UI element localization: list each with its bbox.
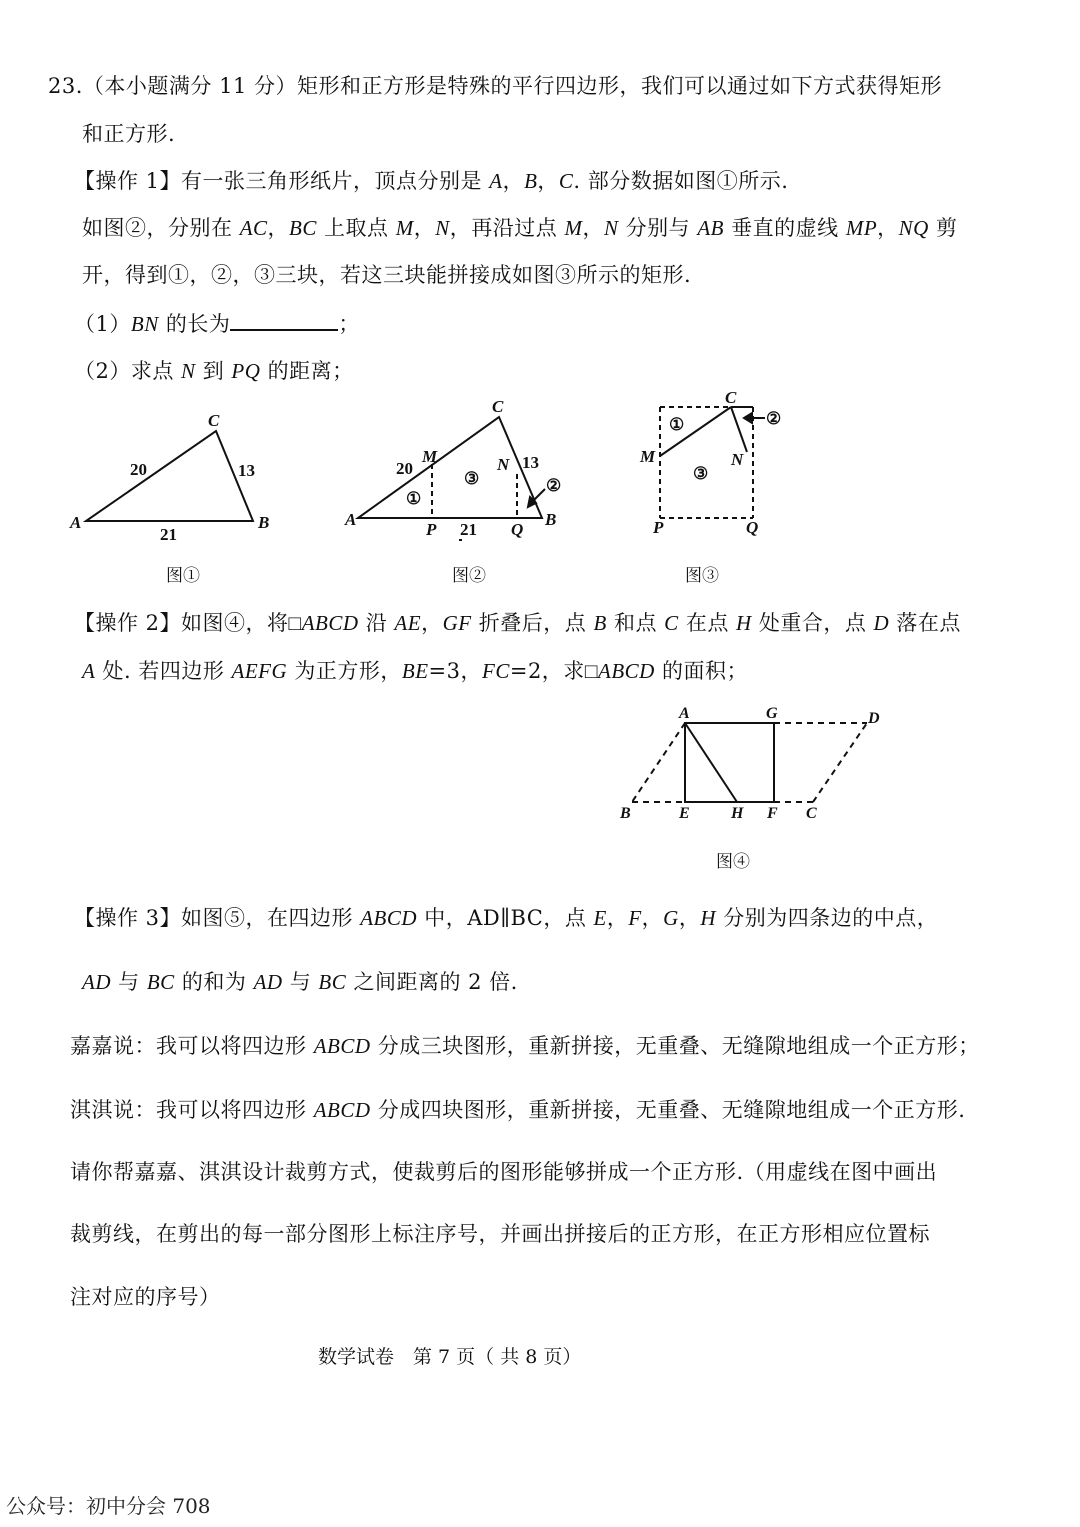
text: 的和为 <box>174 970 254 994</box>
seg-ah <box>685 723 737 802</box>
var: AB <box>697 216 724 240</box>
var: C <box>664 611 679 635</box>
var: N <box>435 216 450 240</box>
var: D <box>873 611 890 635</box>
length-nb: 13 <box>522 453 539 472</box>
text: 与 <box>111 970 147 994</box>
region-1-label: ① <box>406 489 422 508</box>
text: . 部分数据如图①所示. <box>573 169 789 193</box>
var: ABCD <box>360 906 418 930</box>
var: A <box>489 169 503 193</box>
var: □ABCD <box>288 611 359 635</box>
vertex-a: A <box>345 510 357 529</box>
point-p: P <box>653 518 664 537</box>
var: NQ <box>898 216 929 240</box>
point-b: B <box>620 805 631 822</box>
var: A <box>82 659 96 683</box>
text: 处重合，点 <box>751 611 874 635</box>
point-p: P <box>426 520 437 539</box>
length-pq: 21 <box>460 520 477 539</box>
request-line1: 请你帮嘉嘉、淇淇设计裁剪方式，使裁剪后的图形能够拼成一个正方形.（用虚线在图中画出 <box>70 1160 938 1184</box>
request-line3: 注对应的序号） <box>70 1285 221 1309</box>
point-n: N <box>497 455 510 474</box>
op3-line2 <box>82 966 518 996</box>
text: 分成三块图形，重新拼接，无重叠、无缝隙地组成一个正方形； <box>370 1034 980 1058</box>
request-line2: 裁剪线，在剪出的每一部分图形上标注序号，并画出拼接后的正方形，在正方形相应位置标 <box>70 1222 930 1246</box>
var: H <box>700 906 717 930</box>
op2-tag: 【操作 2】 <box>74 611 182 635</box>
var: AD <box>253 970 283 994</box>
text: 之间距离的 2 倍. <box>346 970 518 994</box>
point-m: M <box>640 447 656 466</box>
text: （2）求点 <box>74 359 182 383</box>
text: 有一张三角形纸片，顶点分别是 <box>181 169 490 193</box>
vertex-c: C <box>492 397 504 416</box>
region-2-label: ② <box>766 409 782 428</box>
text: 沿 <box>358 611 395 635</box>
text: 在点 <box>678 611 736 635</box>
op1-line1: 【操作 1】有一张三角形纸片，顶点分别是 A，B，C. 部分数据如图①所示. <box>74 169 789 193</box>
text: 与 <box>282 970 319 994</box>
var: FC <box>482 659 510 683</box>
caption-fig1: 图① <box>166 566 200 586</box>
point-q: Q <box>511 520 524 539</box>
op3-tag: 【操作 3】 <box>74 906 182 930</box>
point-e: E <box>679 805 690 822</box>
text: 折叠后，点 <box>471 611 594 635</box>
var: BC <box>318 970 347 994</box>
text: 和点 <box>606 611 665 635</box>
text: 分别为四条边的中点， <box>716 906 939 930</box>
text: 上取点 <box>316 216 396 240</box>
var: E <box>593 906 607 930</box>
var: BC <box>146 970 175 994</box>
var: H <box>736 611 752 635</box>
side-cd <box>813 723 867 802</box>
point-c: C <box>725 388 737 407</box>
var: B <box>593 611 607 635</box>
text: 剪 <box>928 216 958 240</box>
point-f: F <box>767 805 778 822</box>
point-h: H <box>731 805 744 822</box>
text: 为正方形， <box>287 659 402 683</box>
length-am: 20 <box>396 459 413 478</box>
var: AEFG <box>231 659 288 683</box>
op1-line2: 如图②，分别在 AC，BC 上取点 M，N，再沿过点 M，N 分别与 AB 垂直的虚线 MP，NQ 剪 <box>82 216 958 240</box>
vertex-c: C <box>208 411 220 430</box>
point-n: N <box>731 450 744 469</box>
text: 垂直的虚线 <box>723 216 846 240</box>
length-ac: 20 <box>130 460 147 479</box>
point-a: A <box>679 705 690 722</box>
point-g: G <box>766 705 778 722</box>
var: C <box>558 169 574 193</box>
qiqi-statement <box>70 1094 965 1124</box>
var: M <box>395 216 414 240</box>
vertex-b: B <box>258 513 270 532</box>
question-intro-cont: 和正方形. <box>82 122 176 146</box>
op3-line1: 【操作 3】如图⑤，在四边形 ABCD 中，AD∥BC，点 E，F，G，H 分别为四条边的中点， <box>74 906 939 930</box>
page-footer: 数学试卷 第 7 页（ 共 8 页） <box>318 1346 582 1368</box>
text: 的面积； <box>654 659 749 683</box>
text: =2，求 <box>509 659 585 683</box>
text: （1） <box>74 312 131 336</box>
text: 分别与 <box>618 216 698 240</box>
length-bc: 13 <box>238 461 255 480</box>
var: □ABCD <box>584 659 655 683</box>
var: PQ <box>231 359 261 383</box>
var: AE <box>394 611 422 635</box>
text: 中，AD∥BC，点 <box>417 906 594 930</box>
watermark: 公众号：初中分会 708 <box>6 1494 211 1518</box>
op2-line1: 【操作 2】如图④，将□ABCD 沿 AE，GF 折叠后，点 B 和点 C 在点 H 处重合，点 D 落在点 <box>74 611 961 635</box>
region-3-label: ③ <box>693 464 709 483</box>
text: 嘉嘉说：我可以将四边形 <box>70 1034 314 1058</box>
text: ，再沿过点 <box>449 216 565 240</box>
var: BN <box>130 312 159 336</box>
caption-fig2: 图② <box>452 566 486 586</box>
var: B <box>524 169 538 193</box>
jiajia-statement <box>70 1030 980 1060</box>
text: 到 <box>195 359 232 383</box>
op1-line3: 开，得到①，②，③三块，若这三块能拼接成如图③所示的矩形. <box>82 263 692 287</box>
var: N <box>603 216 619 240</box>
side-ab <box>632 723 685 802</box>
var: ABCD <box>313 1034 371 1058</box>
region-1-label: ① <box>669 415 685 434</box>
var: ABCD <box>313 1098 371 1122</box>
vertex-b: B <box>545 510 557 529</box>
text: 如图④，将 <box>181 611 289 635</box>
var: G <box>663 906 679 930</box>
caption-fig3: 图③ <box>685 566 719 586</box>
var: BE <box>401 659 429 683</box>
region-3-label: ③ <box>464 469 480 488</box>
text: 的距离； <box>260 359 354 383</box>
point-m: M <box>422 447 438 466</box>
var: F <box>628 906 642 930</box>
var: AD <box>82 970 111 994</box>
text: ； <box>338 312 360 336</box>
text: 处. 若四边形 <box>95 659 232 683</box>
text: 落在点 <box>889 611 961 635</box>
region-2-label: ② <box>546 476 562 495</box>
op1-tag: 【操作 1】 <box>74 169 182 193</box>
question-intro: （本小题满分 11 分）矩形和正方形是特殊的平行四边形，我们可以通过如下方式获得矩形 <box>82 74 942 98</box>
var: M <box>564 216 583 240</box>
text: =3， <box>428 659 482 683</box>
text: 的长为 <box>158 312 231 336</box>
question-number: 23. <box>48 74 83 98</box>
text: 如图⑤，在四边形 <box>181 906 361 930</box>
text: 如图②，分别在 <box>82 216 240 240</box>
var: BC <box>289 216 317 240</box>
point-d: D <box>868 710 880 727</box>
text: 淇淇说：我可以将四边形 <box>70 1098 314 1122</box>
length-ab: 21 <box>160 525 177 544</box>
point-c: C <box>806 805 817 822</box>
var: N <box>181 359 196 383</box>
var: MP <box>845 216 878 240</box>
text: 分成四块图形，重新拼接，无重叠、无缝隙地组成一个正方形. <box>370 1098 966 1122</box>
var: AC <box>239 216 268 240</box>
vertex-a: A <box>70 513 82 532</box>
caption-fig4: 图④ <box>716 852 750 872</box>
var: GF <box>442 611 472 635</box>
point-q: Q <box>746 518 759 537</box>
